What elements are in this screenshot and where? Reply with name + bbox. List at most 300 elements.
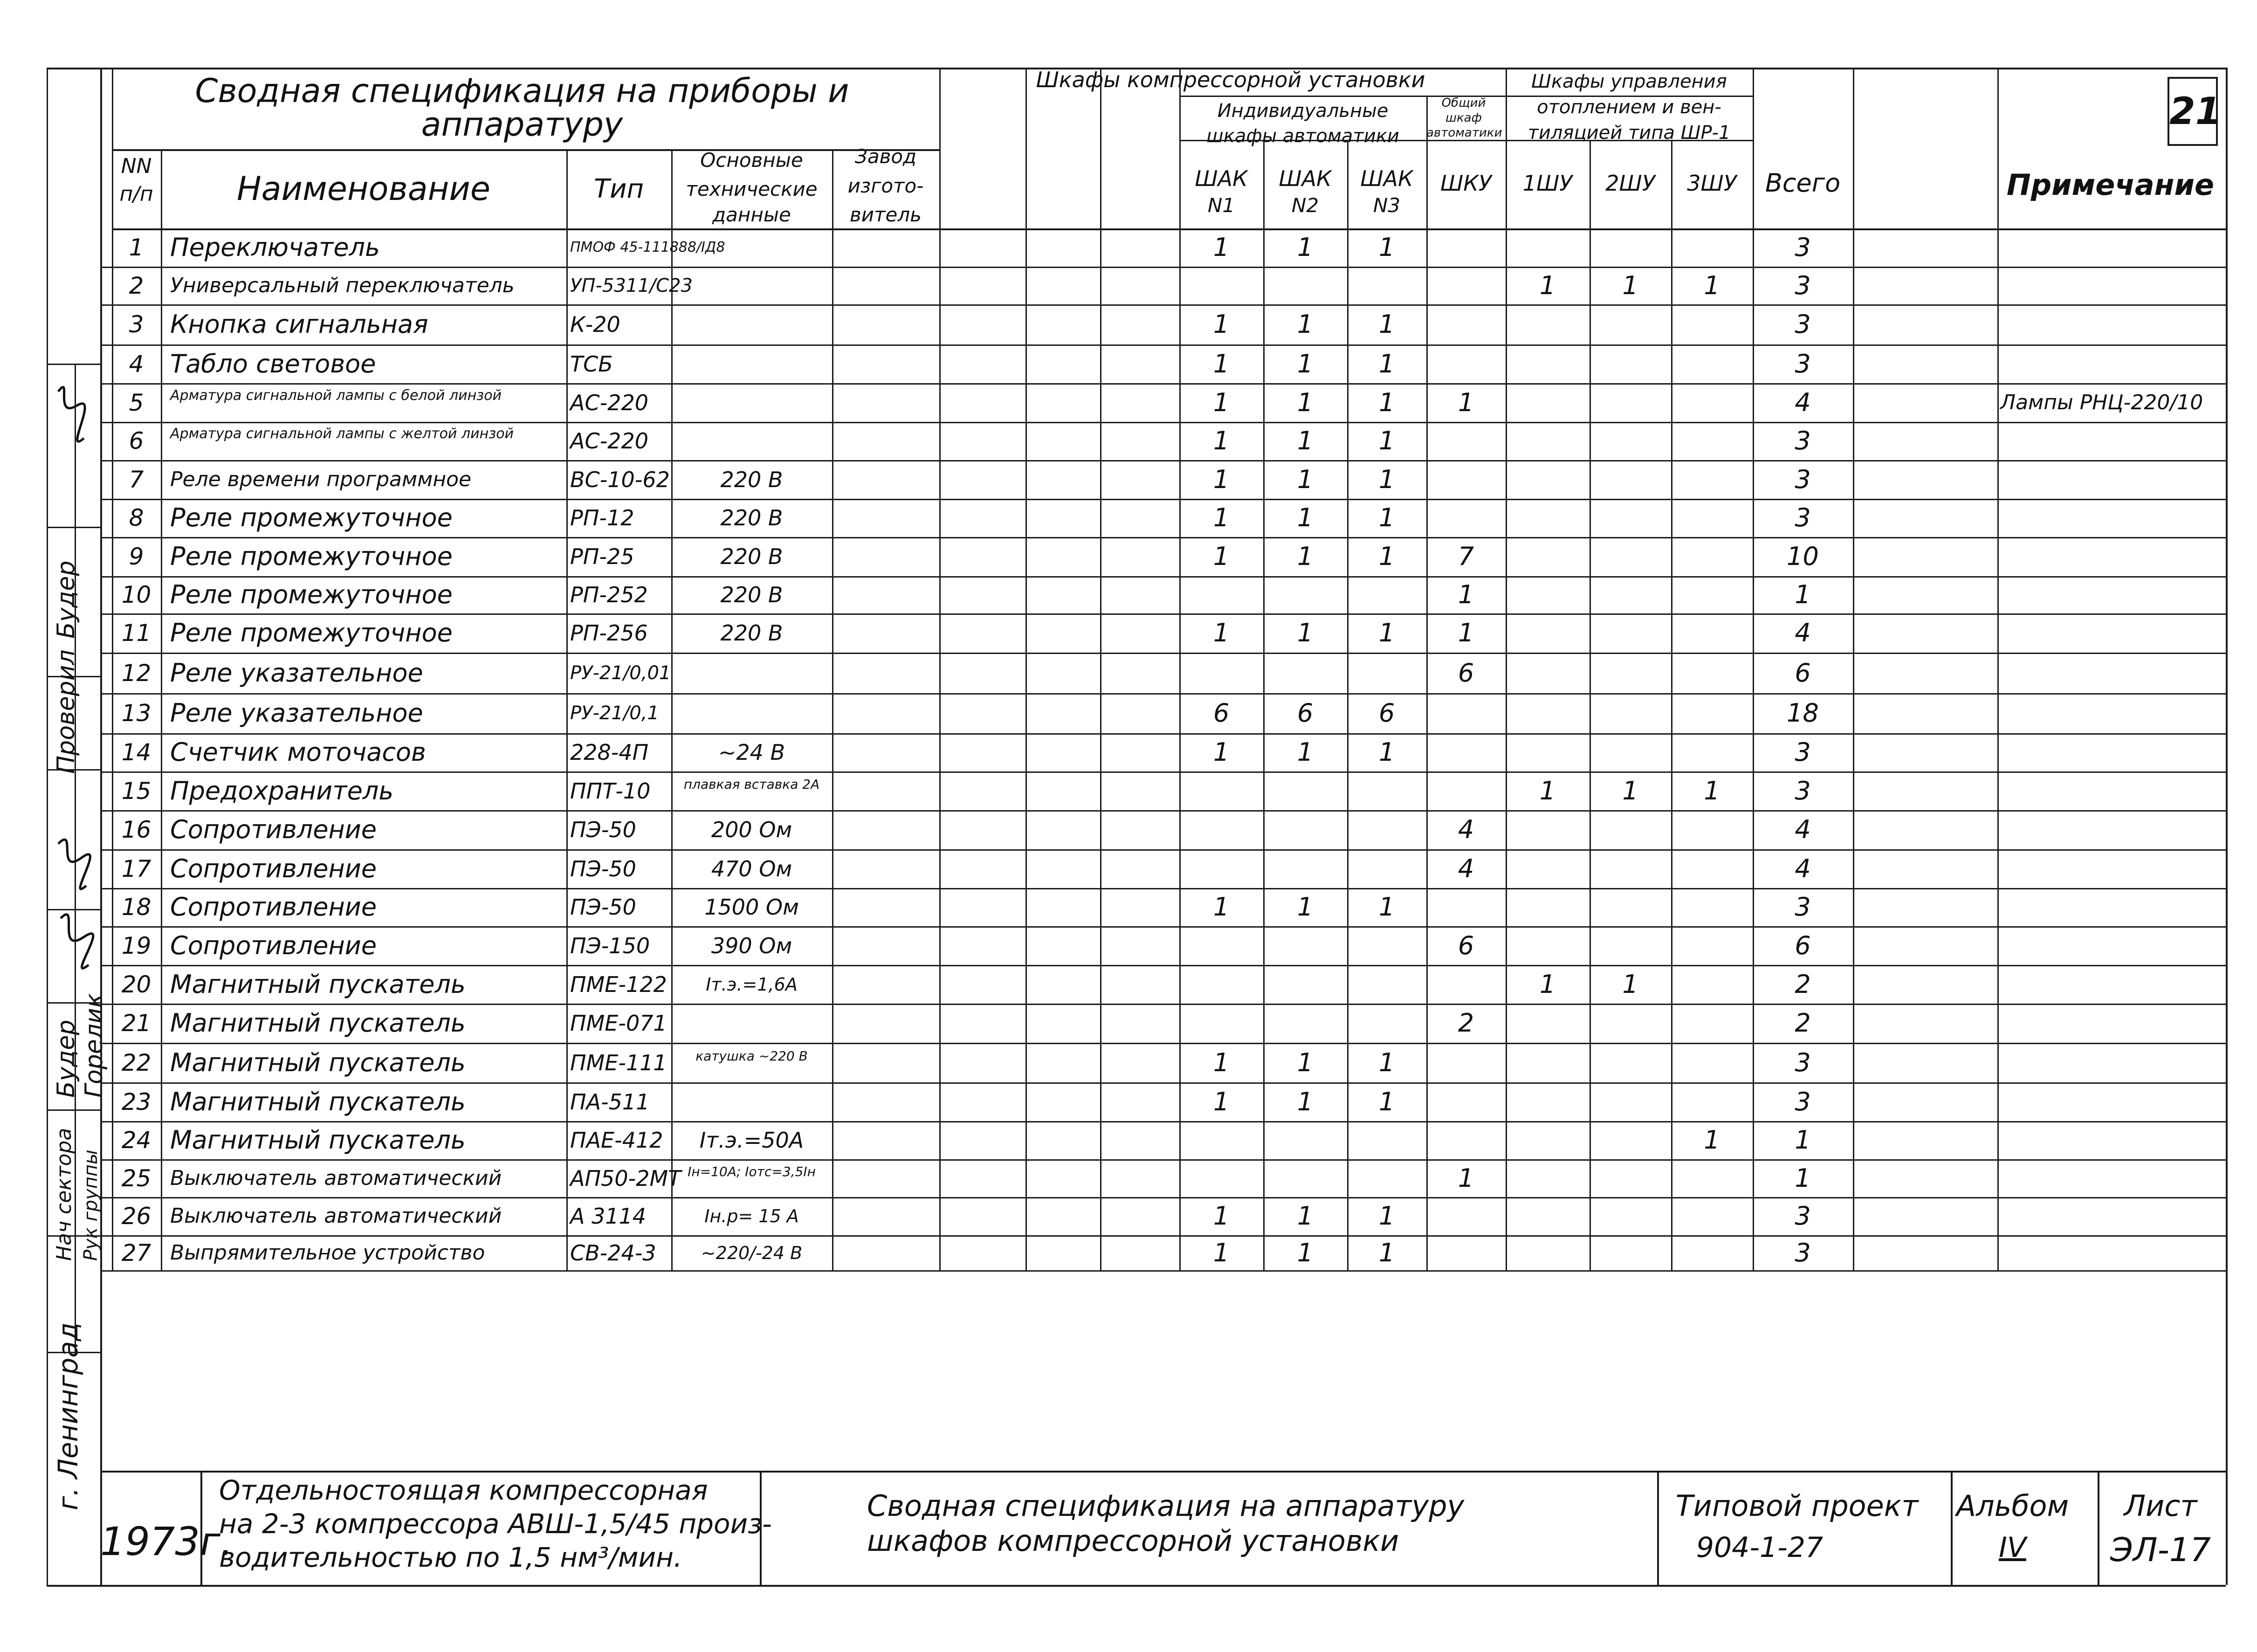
row-9-shku: 7 [1458, 542, 1474, 571]
row-27-type: СВ-24-3 [570, 1240, 656, 1266]
row-14-shak1: 1 [1213, 737, 1230, 767]
grid-hline-73 [47, 1352, 100, 1353]
row-14-n: 14 [121, 739, 151, 766]
row-7-shak1: 1 [1213, 464, 1230, 494]
row-27-shak3: 1 [1378, 1238, 1395, 1267]
header-shak3-l1: ШАК [1360, 166, 1413, 191]
grid-hline-15 [100, 460, 2226, 461]
row-22-shak2: 1 [1297, 1047, 1314, 1077]
row-7-shak3: 1 [1378, 464, 1395, 494]
grid-hline-14 [100, 422, 2226, 423]
row-26-data: Iн.р= 15 А [704, 1206, 799, 1226]
grid-hline-10 [100, 267, 2226, 268]
title-block-album-value: IV [1999, 1531, 2026, 1564]
row-4-shak1: 1 [1213, 349, 1230, 379]
row-24-name: Магнитный пускатель [170, 1125, 466, 1155]
header-shak3-l2: N3 [1373, 194, 1401, 217]
row-8-total: 3 [1795, 503, 1811, 532]
grid-vline-60 [1657, 1471, 1659, 1585]
row-24-type: ПАЕ-412 [570, 1128, 663, 1153]
grid-hline-70 [47, 1002, 100, 1004]
row-25-total: 1 [1795, 1163, 1811, 1193]
row-20-shu2: 1 [1622, 969, 1638, 999]
row-13-shak2: 6 [1297, 698, 1314, 728]
row-15-shu2: 1 [1622, 776, 1638, 805]
grid-hline-33 [100, 1159, 2226, 1161]
row-3-shak1: 1 [1213, 310, 1230, 339]
row-4-n: 4 [129, 350, 144, 378]
row-18-name: Сопротивление [170, 892, 377, 922]
group-common-header-l2: шкаф [1445, 111, 1482, 125]
row-26-name: Выключатель автоматический [170, 1204, 502, 1228]
row-26-n: 26 [121, 1203, 151, 1230]
corner-sheet-number: 21 [2168, 77, 2218, 146]
row-15-type: ППТ-10 [570, 778, 651, 804]
row-13-type: РУ-21/0,1 [570, 702, 659, 724]
row-19-name: Сопротивление [170, 930, 377, 960]
row-26-type: А 3114 [570, 1204, 647, 1229]
row-25-n: 25 [121, 1164, 151, 1192]
grid-vline-56 [1506, 68, 1507, 140]
row-14-data: ~24 В [718, 740, 785, 765]
header-type: Тип [593, 174, 644, 204]
row-16-shku: 4 [1458, 815, 1474, 844]
grid-hline-72 [47, 1235, 100, 1237]
row-15-total: 3 [1795, 776, 1811, 805]
row-16-name: Сопротивление [170, 815, 377, 844]
row-18-shak3: 1 [1378, 892, 1395, 922]
grid-vline-55 [1426, 96, 1428, 140]
title-block-drawing-l2: шкафов компрессорной установки [867, 1524, 1399, 1558]
row-7-shak2: 1 [1297, 464, 1314, 494]
row-10-name: Реле промежуточное [170, 580, 453, 609]
grid-vline-53 [1853, 68, 1854, 1270]
row-6-name: Арматура сигнальной лампы с желтой линзой [170, 426, 514, 442]
row-26-shak2: 1 [1297, 1201, 1314, 1231]
header-shak2-l1: ШАК [1279, 166, 1332, 191]
row-7-data: 220 В [720, 467, 783, 492]
row-15-data: плавкая вставка 2А [683, 776, 820, 792]
row-17-n: 17 [121, 855, 151, 882]
row-12-n: 12 [121, 659, 151, 687]
row-27-name: Выпрямительное устройство [170, 1240, 485, 1265]
row-20-name: Магнитный пускатель [170, 969, 466, 999]
grid-vline-46 [1263, 140, 1265, 1270]
grid-hline-36 [100, 1270, 2226, 1272]
header-tech-l1: Основные [700, 149, 803, 172]
row-5-shak3: 1 [1378, 387, 1395, 417]
row-10-n: 10 [121, 581, 151, 608]
row-19-data: 390 Ом [711, 933, 792, 958]
row-22-total: 3 [1795, 1047, 1811, 1077]
grid-hline-71 [47, 1109, 100, 1111]
grid-hline-11 [100, 304, 2226, 306]
row-24-shu3: 1 [1704, 1125, 1720, 1155]
row-23-shak2: 1 [1297, 1087, 1314, 1116]
row-20-n: 20 [121, 971, 151, 998]
row-6-shak3: 1 [1378, 426, 1395, 455]
row-23-n: 23 [121, 1088, 151, 1115]
title-block-project-l1: Отдельностоящая компрессорная [219, 1474, 708, 1506]
row-1-n: 1 [129, 234, 144, 261]
side-stamp-ruk-gruppy: Рук группы [80, 1150, 102, 1261]
header-total: Всего [1765, 168, 1841, 198]
grid-hline-13 [100, 383, 2226, 385]
grid-vline-2 [100, 68, 102, 1585]
row-19-type: ПЭ-150 [570, 933, 650, 958]
title-block-project-l3: водительностью по 1,5 нм³/мин. [219, 1542, 682, 1573]
grid-vline-44 [1100, 68, 1101, 1270]
grid-vline-59 [760, 1471, 762, 1585]
grid-hline-19 [100, 613, 2226, 615]
header-shak2-l2: N2 [1291, 194, 1319, 217]
grid-hline-30 [100, 1043, 2226, 1044]
row-6-total: 3 [1795, 426, 1811, 455]
row-21-type: ПМЕ-071 [570, 1011, 667, 1036]
row-15-shu3: 1 [1704, 776, 1720, 805]
row-2-n: 2 [129, 272, 144, 299]
header-maker-l1: Завод [854, 145, 917, 168]
row-21-total: 2 [1795, 1008, 1811, 1038]
header-note: Примечание [2006, 168, 2215, 202]
row-2-shu1: 1 [1539, 270, 1556, 300]
title-block-project-l2: на 2-3 компрессора АВШ-1,5/45 произ- [219, 1508, 772, 1540]
grid-hline-67 [47, 676, 100, 677]
row-11-name: Реле промежуточное [170, 618, 453, 647]
grid-hline-26 [100, 888, 2226, 889]
grid-vline-54 [1997, 68, 1999, 1270]
row-3-type: К-20 [570, 312, 620, 337]
grid-hline-25 [100, 849, 2226, 851]
row-8-shak1: 1 [1213, 503, 1230, 532]
row-16-n: 16 [121, 816, 151, 843]
row-5-type: АС-220 [570, 390, 648, 415]
header-shak1-l1: ШАК [1195, 166, 1248, 191]
row-22-shak3: 1 [1378, 1047, 1395, 1077]
row-14-shak3: 1 [1378, 737, 1395, 767]
header-tech-l3: данные [712, 203, 791, 226]
grid-vline-42 [939, 68, 941, 1270]
row-6-n: 6 [129, 427, 144, 454]
grid-hline-6 [1426, 140, 1506, 141]
row-23-shak1: 1 [1213, 1087, 1230, 1116]
row-15-n: 15 [121, 777, 151, 805]
row-23-name: Магнитный пускатель [170, 1087, 466, 1116]
grid-hline-28 [100, 965, 2226, 966]
side-stamp-proveril: Проверил [52, 649, 80, 774]
row-8-shak3: 1 [1378, 503, 1395, 532]
row-11-shak1: 1 [1213, 618, 1230, 647]
row-13-total: 18 [1787, 698, 1819, 728]
row-8-data: 220 В [720, 505, 783, 530]
row-20-type: ПМЕ-122 [570, 971, 667, 997]
row-7-n: 7 [129, 466, 144, 493]
row-16-total: 4 [1795, 815, 1811, 844]
row-12-name: Реле указательное [170, 658, 423, 688]
row-2-shu2: 1 [1622, 270, 1638, 300]
side-stamp-buder-1: Будер [52, 560, 80, 639]
grid-vline-61 [1951, 1471, 1953, 1585]
row-2-name: Универсальный переключатель [170, 273, 515, 297]
grid-vline-39 [566, 149, 568, 1270]
grid-hline-34 [100, 1197, 2226, 1198]
row-5-name: Арматура сигнальной лампы с белой линзой [170, 387, 502, 404]
row-21-n: 21 [121, 1010, 151, 1037]
side-stamp-gorelik: Горелик [80, 993, 108, 1098]
row-6-shak1: 1 [1213, 426, 1230, 455]
row-21-name: Магнитный пускатель [170, 1008, 466, 1038]
row-5-shak1: 1 [1213, 387, 1230, 417]
row-22-n: 22 [121, 1049, 151, 1076]
row-1-shak3: 1 [1378, 233, 1395, 262]
row-11-shku: 1 [1458, 618, 1474, 647]
grid-hline-69 [47, 909, 100, 910]
grid-vline-37 [112, 68, 113, 1270]
grid-hline-57 [100, 1471, 2226, 1473]
grid-hline-16 [100, 499, 2226, 500]
row-12-shku: 6 [1458, 658, 1474, 688]
row-11-shak3: 1 [1378, 618, 1395, 647]
grid-vline-41 [832, 149, 833, 1270]
row-3-n: 3 [129, 311, 144, 338]
row-9-n: 9 [129, 543, 144, 570]
header-1shu: 1ШУ [1522, 171, 1573, 196]
title-block-year: 1973г. [100, 1519, 233, 1564]
row-3-name: Кнопка сигнальная [170, 310, 428, 339]
row-9-shak3: 1 [1378, 542, 1395, 571]
row-13-shak1: 6 [1213, 698, 1230, 728]
grid-hline-21 [100, 693, 2226, 695]
row-18-shak1: 1 [1213, 892, 1230, 922]
row-7-total: 3 [1795, 464, 1811, 494]
header-maker-l3: витель [850, 203, 922, 226]
row-9-type: РП-25 [570, 544, 634, 569]
grid-vline-52 [1753, 68, 1754, 1270]
row-3-shak2: 1 [1297, 310, 1314, 339]
row-5-shku: 1 [1458, 387, 1474, 417]
row-18-type: ПЭ-50 [570, 895, 636, 920]
row-27-total: 3 [1795, 1238, 1811, 1267]
side-stamp-buder-2: Будер [52, 1019, 80, 1098]
group-common-header-l1: Общий [1441, 96, 1486, 110]
row-12-total: 6 [1795, 658, 1811, 688]
grid-hline-1 [47, 1585, 2226, 1587]
row-19-total: 6 [1795, 930, 1811, 960]
grid-hline-68 [47, 769, 100, 771]
grid-vline-63 [47, 68, 48, 1585]
grid-hline-4 [112, 149, 939, 151]
title-block-album-label: Альбом [1956, 1489, 2069, 1523]
row-4-total: 3 [1795, 349, 1811, 379]
grid-vline-47 [1347, 140, 1349, 1270]
row-24-data: Iт.э.=50А [699, 1128, 804, 1153]
side-stamp-city: г. Ленинград [52, 1322, 84, 1510]
row-5-n: 5 [129, 389, 144, 416]
row-8-n: 8 [129, 504, 144, 531]
row-23-total: 3 [1795, 1087, 1811, 1116]
group-common-header-l3: автоматики [1426, 126, 1502, 140]
row-24-total: 1 [1795, 1125, 1811, 1155]
group-heating-header-l2: отоплением и вен- [1537, 96, 1721, 118]
grid-hline-23 [100, 771, 2226, 773]
header-2shu: 2ШУ [1605, 171, 1655, 196]
row-13-n: 13 [121, 700, 151, 727]
row-27-shak1: 1 [1213, 1238, 1230, 1267]
grid-hline-20 [100, 653, 2226, 654]
group-individual-header-l2: шкафы автоматики [1206, 125, 1399, 147]
row-3-shak3: 1 [1378, 310, 1395, 339]
row-11-data: 220 В [720, 620, 783, 646]
row-15-shu1: 1 [1539, 776, 1556, 805]
grid-vline-3 [2226, 68, 2228, 1585]
row-27-shak2: 1 [1297, 1238, 1314, 1267]
row-18-shak2: 1 [1297, 892, 1314, 922]
grid-hline-5 [1179, 140, 1426, 141]
header-3shu: 3ШУ [1687, 171, 1737, 196]
row-16-data: 200 Ом [711, 817, 792, 842]
row-11-type: РП-256 [570, 620, 648, 646]
group-individual-header-l1: Индивидуальные [1217, 100, 1389, 122]
row-2-type: УП-5311/С23 [570, 275, 693, 296]
grid-hline-7 [1506, 140, 1753, 141]
title-block-typ-value: 904-1-27 [1696, 1531, 1823, 1564]
row-11-shak2: 1 [1297, 618, 1314, 647]
row-15-name: Предохранитель [170, 776, 394, 805]
row-1-type: ПМОФ 45-111888/IД8 [570, 239, 725, 255]
row-23-type: ПА-511 [570, 1089, 650, 1115]
grid-hline-65 [47, 364, 100, 365]
grid-hline-32 [100, 1121, 2226, 1122]
grid-vline-62 [2098, 1471, 2099, 1585]
grid-hline-27 [100, 926, 2226, 928]
row-1-shak2: 1 [1297, 233, 1314, 262]
grid-vline-49 [1506, 140, 1507, 1270]
row-3-total: 3 [1795, 310, 1811, 339]
row-8-name: Реле промежуточное [170, 503, 453, 532]
row-12-type: РУ-21/0,01 [570, 662, 671, 684]
group-heating-header-l3: тиляцией типа ШР-1 [1528, 122, 1731, 144]
row-14-type: 228-4П [570, 740, 649, 765]
row-20-total: 2 [1795, 969, 1811, 999]
row-17-type: ПЭ-50 [570, 856, 636, 881]
title-block-sheet-label: Лист [2124, 1489, 2197, 1523]
row-26-total: 3 [1795, 1201, 1811, 1231]
header-shku: ШКУ [1440, 171, 1492, 196]
row-26-shak1: 1 [1213, 1201, 1230, 1231]
grid-vline-43 [1025, 68, 1027, 1270]
row-8-shak2: 1 [1297, 503, 1314, 532]
row-19-n: 19 [121, 932, 151, 959]
row-2-shu3: 1 [1704, 270, 1720, 300]
row-1-total: 3 [1795, 233, 1811, 262]
header-num-l2: п/п [119, 182, 153, 206]
row-6-type: АС-220 [570, 428, 648, 454]
row-14-shak2: 1 [1297, 737, 1314, 767]
row-9-data: 220 В [720, 544, 783, 569]
grid-vline-58 [200, 1471, 202, 1585]
row-8-type: РП-12 [570, 505, 634, 530]
row-4-name: Табло световое [170, 349, 376, 379]
row-10-total: 1 [1795, 580, 1811, 609]
row-4-type: ТСБ [570, 351, 613, 377]
grid-hline-8 [1179, 96, 1753, 97]
row-20-shu1: 1 [1539, 969, 1556, 999]
row-22-type: ПМЕ-111 [570, 1050, 667, 1075]
header-name: Наименование [237, 170, 490, 208]
grid-vline-40 [671, 149, 673, 1270]
title-block-sheet-value: ЭЛ-17 [2110, 1531, 2211, 1569]
row-6-shak2: 1 [1297, 426, 1314, 455]
header-tech-l2: технические [686, 178, 818, 200]
grid-hline-35 [100, 1235, 2226, 1237]
row-25-type: АП50-2МТ [570, 1165, 681, 1191]
row-22-shak1: 1 [1213, 1047, 1230, 1077]
grid-vline-48 [1426, 140, 1428, 1270]
group-compressor-header: Шкафы компрессорной установки [1036, 67, 1425, 92]
grid-vline-51 [1671, 140, 1672, 1270]
row-11-total: 4 [1795, 618, 1811, 647]
row-10-type: РП-252 [570, 582, 648, 607]
row-16-type: ПЭ-50 [570, 817, 636, 842]
grid-hline-0 [47, 68, 2226, 69]
row-19-shku: 6 [1458, 930, 1474, 960]
row-5-note: Лампы РНЦ-220/10 [2000, 390, 2203, 414]
row-22-data: катушка ~220 В [695, 1048, 808, 1064]
row-17-data: 470 Ом [711, 856, 792, 881]
row-14-name: Счетчик моточасов [170, 737, 426, 767]
row-22-name: Магнитный пускатель [170, 1047, 466, 1077]
row-10-shku: 1 [1458, 580, 1474, 609]
grid-hline-24 [100, 810, 2226, 812]
row-18-data: 1500 Ом [704, 895, 799, 920]
row-9-total: 10 [1787, 542, 1819, 571]
row-27-data: ~220/-24 В [701, 1242, 803, 1263]
grid-vline-38 [161, 149, 162, 1270]
row-25-data: Iн=10А; Iотс=3,5Iн [688, 1163, 816, 1179]
grid-hline-12 [100, 344, 2226, 346]
row-5-shak2: 1 [1297, 387, 1314, 417]
row-17-total: 4 [1795, 854, 1811, 883]
row-10-data: 220 В [720, 582, 783, 607]
row-1-name: Переключатель [170, 233, 380, 262]
row-9-shak2: 1 [1297, 542, 1314, 571]
row-23-shak3: 1 [1378, 1087, 1395, 1116]
grid-hline-66 [47, 527, 100, 528]
header-num-l1: NN [121, 154, 152, 178]
grid-hline-29 [100, 1004, 2226, 1005]
row-26-shak3: 1 [1378, 1201, 1395, 1231]
side-stamp-nach-sektora: Нач сектора [52, 1128, 76, 1261]
row-17-name: Сопротивление [170, 854, 377, 883]
grid-hline-22 [100, 733, 2226, 735]
row-5-total: 4 [1795, 387, 1811, 417]
grid-vline-64 [75, 364, 76, 1352]
row-17-shku: 4 [1458, 854, 1474, 883]
title-block-drawing-l1: Сводная спецификация на аппаратуру [867, 1489, 1465, 1523]
row-20-data: Iт.э.=1,6А [706, 974, 798, 995]
row-9-name: Реле промежуточное [170, 542, 453, 571]
group-heating-header-l1: Шкафы управления [1531, 71, 1727, 92]
row-4-shak3: 1 [1378, 349, 1395, 379]
row-4-shak2: 1 [1297, 349, 1314, 379]
row-11-n: 11 [121, 620, 151, 647]
grid-vline-50 [1590, 140, 1591, 1270]
grid-vline-45 [1179, 68, 1181, 1270]
grid-hline-17 [100, 537, 2226, 538]
title-block-typ-label: Типовой проект [1675, 1489, 1919, 1523]
row-7-type: ВС-10-62 [570, 467, 670, 492]
row-13-name: Реле указательное [170, 698, 423, 728]
